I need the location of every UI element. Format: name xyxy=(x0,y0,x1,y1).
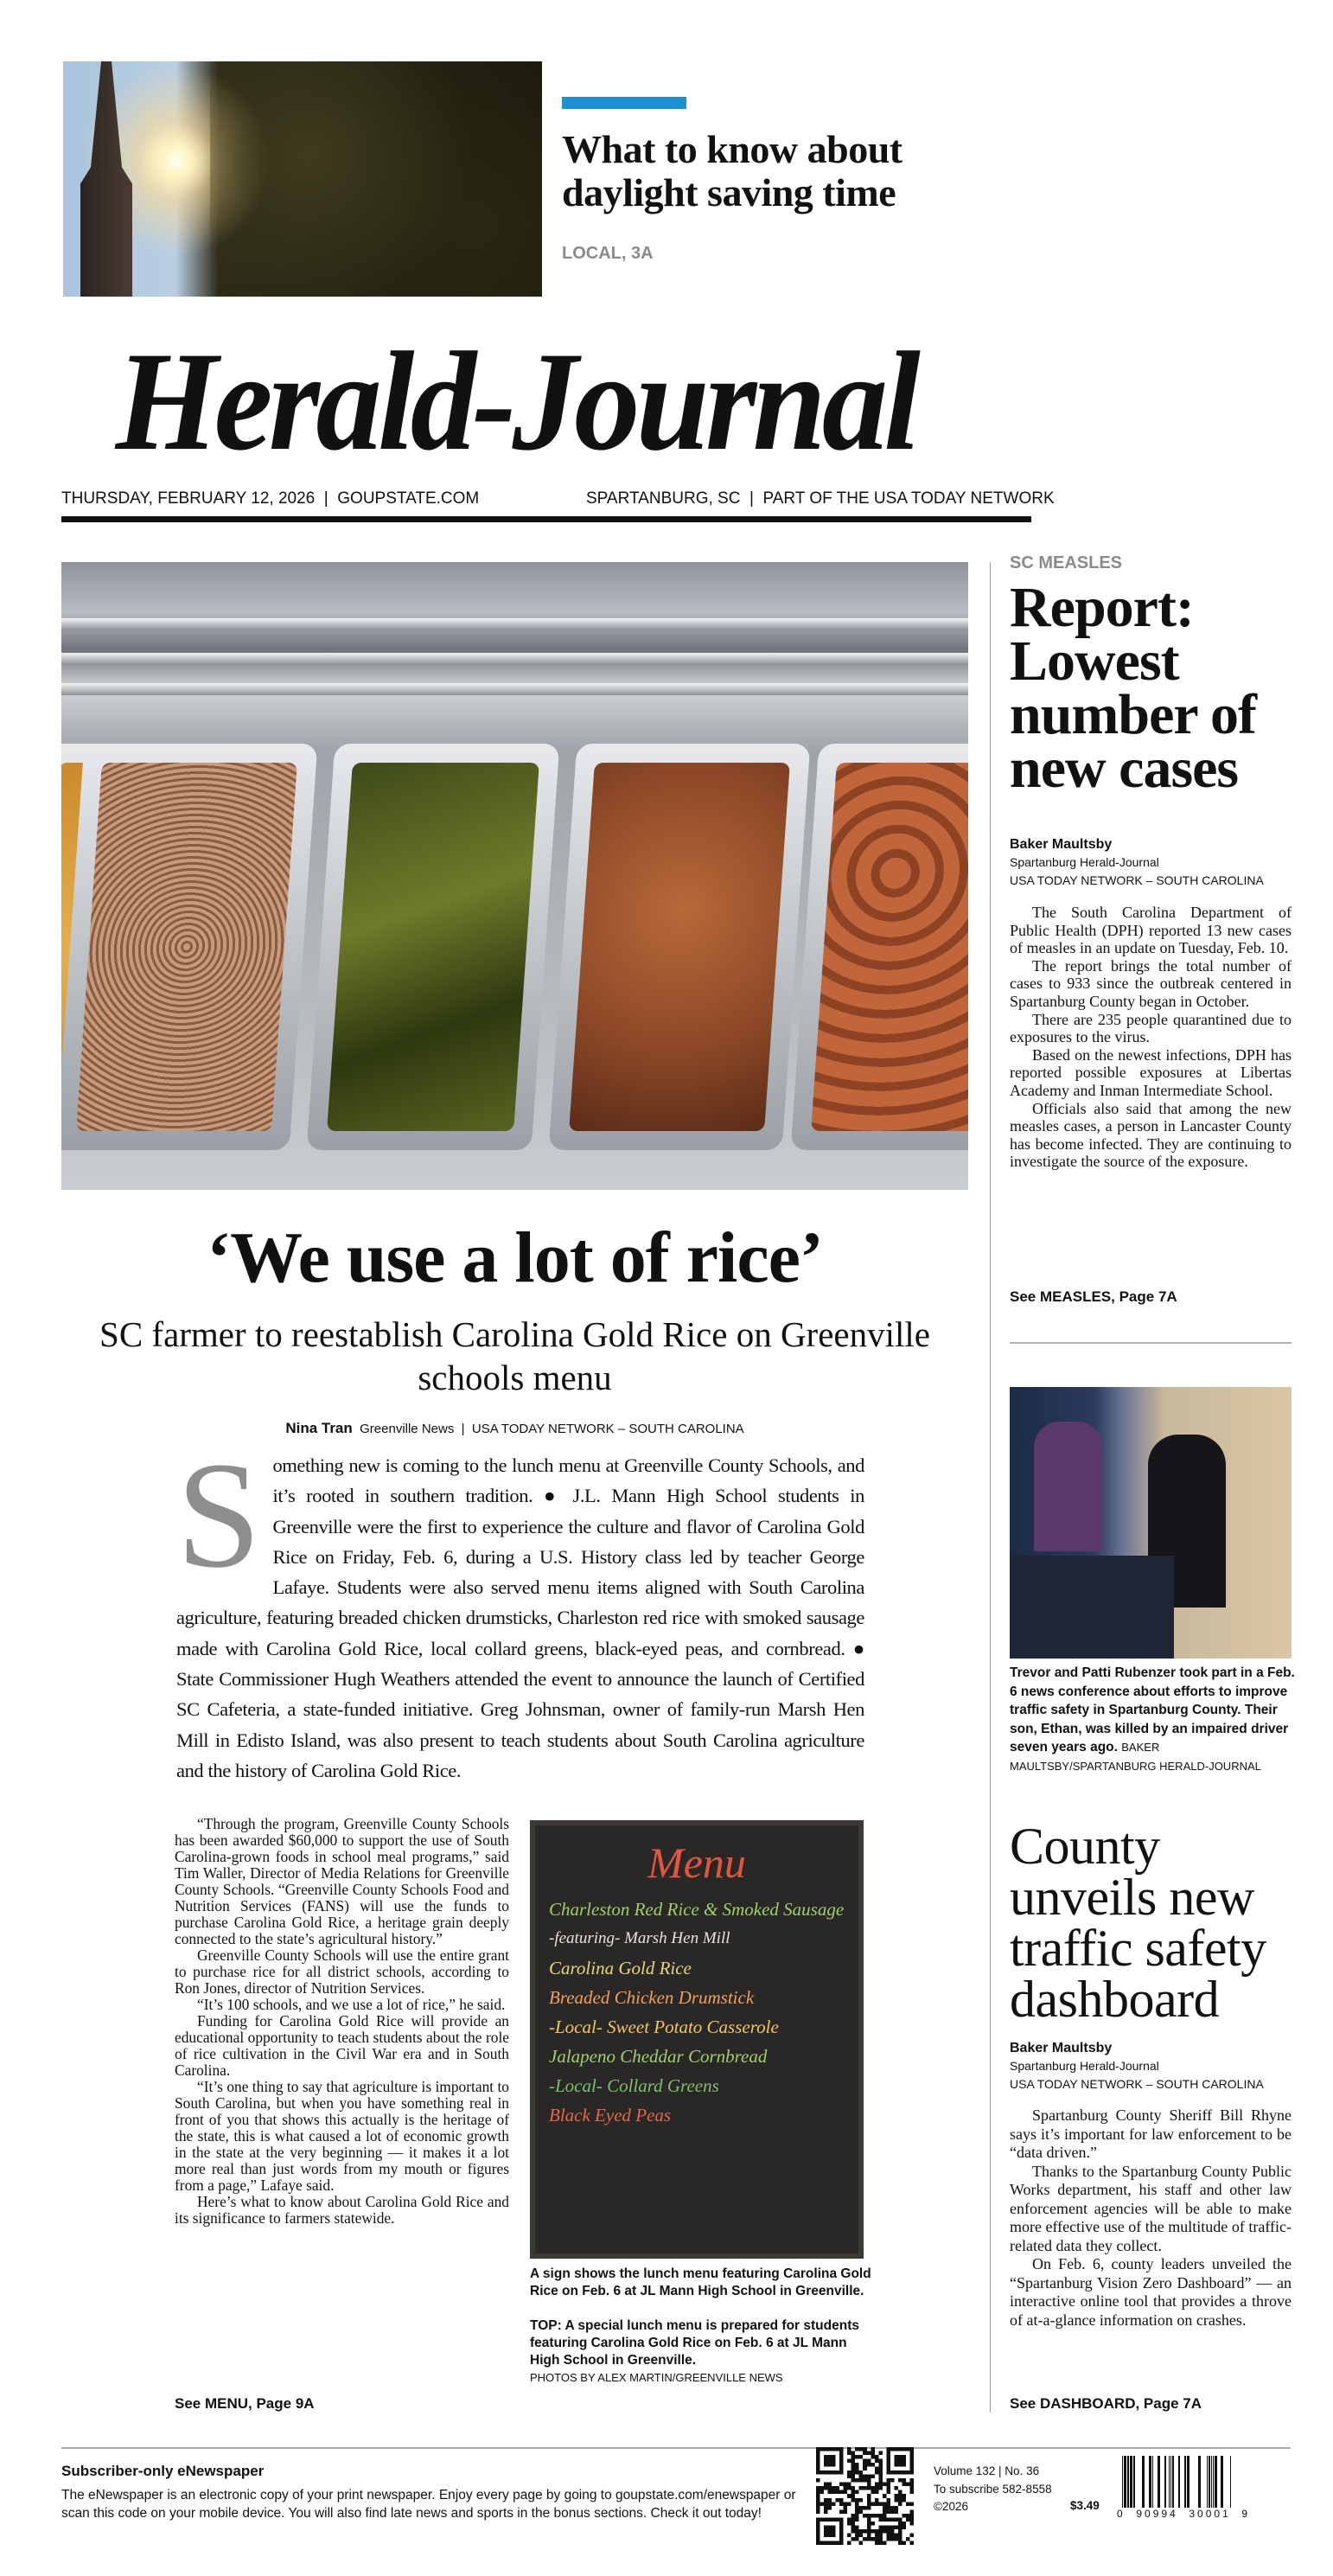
chicken-drumstick-tray xyxy=(791,744,968,1150)
measles-byline xyxy=(1010,835,1292,890)
enewspaper-title: Subscriber-only eNewspaper xyxy=(61,2463,265,2479)
drop-cap: S xyxy=(176,1431,261,1600)
byline-author: Nina Tran xyxy=(285,1420,353,1436)
body-paragraph: The report brings the total number of cases to 933 since the outbreak centered in Spartanburg County began in October. xyxy=(1010,956,1292,1010)
volume-number: Volume 132 | No. 36 xyxy=(934,2464,1040,2477)
body-paragraph: On Feb. 6, county leaders unveiled the “Spartanburg Vision Zero Dashboard” — an interactive online tool that provides a throve of at-a-glance information on crashes. xyxy=(1010,2255,1292,2329)
body-paragraph: “It’s 100 schools, and we use a lot of rice,” he said. xyxy=(197,1996,506,2013)
enewspaper-description: The eNewspaper is an electronic copy of your print newspaper. Enjoy every page by going to goupstate.com/enewspaper or scan this code on your mobile device. You will also find late news and sports in the bonus sections. Check it out today! xyxy=(61,2488,796,2521)
body-paragraph: Based on the newest infections, DPH has reported possible exposures at Libertas Academy and Inman Intermediate School. xyxy=(1010,1045,1292,1099)
traffic-body xyxy=(1010,2106,1292,2330)
masthead-divider xyxy=(61,516,1031,522)
podium xyxy=(1010,1556,1174,1659)
lunch-line-photo[interactable] xyxy=(61,562,968,1190)
menu-board-item: -featuring- Marsh Hen Mill xyxy=(549,1929,730,1947)
lead-text: omething new is coming to the lunch menu at Greenville County Schools, and it’s rooted in southern tradition. ● J.L. Mann High School students in Greenville were the first to experience the culture and flavor of Carolina Gold Rice on Friday, Feb. 6, during a U.S. History class led by teacher George Lafaye. Students were also served menu items aligned with South Carolina agriculture, featuring breaded chicken drumsticks, Charleston red rice with smoked sausage made with Carolina Gold Rice, local collard greens, black-eyed peas, and cornbread. ● State Commissioner Hugh Weathers attended the event to announce the launch of Certified SC Cafeteria, a state-funded initiative. Greg Johnsman, owner of family-run Marsh Hen Mill in Edisto Island, was also present to teach students about South Carolina agriculture and the history of Carolina Gold Rice. xyxy=(176,1454,864,1781)
sweet-potato-casserole-tray xyxy=(549,744,811,1150)
main-subhead: SC farmer to reestablish Carolina Gold Rice on Greenville schools menu xyxy=(99,1314,930,1397)
measles-body xyxy=(1010,904,1292,1171)
dashboard-jump-link[interactable]: See DASHBOARD, Page 7A xyxy=(1010,2395,1202,2412)
body-paragraph: “It’s one thing to say that agriculture is important to South Carolina, but when you have something real in front of you that shows this actually is the heritage of the state, this is what caused a lot of economic growth in the state at the very beginning — it makes it a lot more real than just words from my mouth or figures from a page,” Lafaye said. xyxy=(175,2078,509,2194)
body-paragraph: Spartanburg County Sheriff Bill Rhyne says it’s important for law enforcement to be “data driven.” xyxy=(1010,2106,1292,2161)
lead-paragraph xyxy=(176,1431,864,1786)
copyright: ©2026 xyxy=(934,2500,968,2513)
menu-board-item: -Local- Collard Greens xyxy=(549,2075,719,2096)
menu-board-item: Jalapeno Cheddar Cornbread xyxy=(549,2046,768,2067)
barcode-number: 0 90994 30001 9 xyxy=(1117,2508,1251,2520)
menu-board-title: Menu xyxy=(647,1838,746,1887)
menu-board-item: Carolina Gold Rice xyxy=(549,1958,692,1978)
collard-greens-tray xyxy=(307,744,560,1150)
photo-credit: BAKER MAULTSBY/SPARTANBURG HERALD-JOURNAL xyxy=(1010,1741,1261,1773)
teaser-accent-bar xyxy=(562,97,686,109)
traffic-headline[interactable]: County unveils new traffic safety dashboard xyxy=(1010,1818,1266,2028)
top-photo-caption: TOP: A special lunch menu is prepared for students featuring Carolina Gold Rice on Feb. 6 at JL Mann High School in Greenville. xyxy=(530,2318,859,2368)
masthead-logo: Herald-Journal xyxy=(115,323,917,480)
menu-board-item: Charleston Red Rice & Smoked Sausage xyxy=(549,1899,845,1920)
qr-code-icon[interactable] xyxy=(816,2447,914,2545)
man-speaking-figure xyxy=(1034,1422,1103,1551)
main-story-body xyxy=(175,1816,509,2227)
body-paragraph: Officials also said that among the new measles cases, a person in Lancaster County has become infected. They are continuing to investigate the source of the exposure. xyxy=(1010,1099,1292,1171)
daylight-saving-teaser-photo[interactable] xyxy=(63,61,542,297)
byline-network: USA TODAY NETWORK – SOUTH CAROLINA xyxy=(1010,873,1264,887)
column-divider xyxy=(990,562,991,2413)
traffic-byline xyxy=(1010,2039,1292,2093)
barcode-icon xyxy=(1122,2456,1240,2508)
menu-board-item: -Local- Sweet Potato Casserole xyxy=(549,2017,779,2037)
menu-board-item: Black Eyed Peas xyxy=(549,2105,672,2125)
teaser-page-ref[interactable]: LOCAL, 3A xyxy=(562,244,654,263)
menu-board-photo[interactable] xyxy=(530,1820,864,2259)
byline-author: Baker Maultsby xyxy=(1010,837,1113,852)
caption-text: Trevor and Patti Rubenzer took part in a Feb. 6 news conference about efforts to improve traffic safety in Spartanburg County. Their son, Ethan, was killed by an impaired driver seven years ago. xyxy=(1010,1665,1295,1755)
menu-board-item: Breaded Chicken Drumstick xyxy=(549,1987,755,2008)
traffic-photo-caption xyxy=(1010,1664,1295,1775)
measles-headline[interactable]: Report: Lowest number of new cases xyxy=(1010,576,1256,800)
body-paragraph: The South Carolina Department of Public Health (DPH) reported 13 new cases of measles in an update on Tuesday, Feb. 10. xyxy=(1010,904,1292,957)
news-conference-photo[interactable] xyxy=(1010,1387,1292,1659)
byline-outlet: Spartanburg Herald-Journal xyxy=(1010,855,1159,869)
black-eyed-peas-tray xyxy=(61,744,317,1150)
price: $3.49 xyxy=(1070,2499,1100,2512)
menu-photo-caption: A sign shows the lunch menu featuring Carolina Gold Rice on Feb. 6 at JL Mann High School in Greenville. xyxy=(530,2266,871,2298)
body-paragraph: “Through the program, Greenville County Schools has been awarded $60,000 to support the use of South Carolina-grown foods in school meal programs,” said Tim Waller, Director of Media Relations for Greenville County Schools. “Greenville County Schools Food and Nutrition Services (FANS) will use the funds to purchase Carolina Gold Rice, a heritage grain deeply connected to the state’s agricultural history.” xyxy=(175,1815,509,1947)
measles-jump-link[interactable]: See MEASLES, Page 7A xyxy=(1010,1288,1177,1305)
edition-info xyxy=(934,2463,1052,2516)
steam-table-rail xyxy=(61,618,968,630)
church-spire-image xyxy=(80,61,132,297)
measles-kicker[interactable]: SC MEASLES xyxy=(1010,553,1123,572)
body-paragraph: Thanks to the Spartanburg County Public Works department, his staff and other law enforcement agencies will be able to make more effective use of the multitude of traffic-related data they collect. xyxy=(1010,2162,1292,2254)
body-paragraph: Greenville County Schools will use the entire grant to purchase rice for all district schools, according to Ron Jones, director of Nutrition Services. xyxy=(175,1946,509,1997)
body-paragraph: There are 235 people quarantined due to exposures to the virus. xyxy=(1010,1010,1292,1046)
steam-table-rail xyxy=(61,653,968,665)
byline-outlet: Spartanburg Herald-Journal xyxy=(1010,2059,1159,2073)
photo-credit: PHOTOS BY ALEX MARTIN/GREENVILLE NEWS xyxy=(530,2371,783,2384)
section-divider xyxy=(1010,1342,1292,1344)
footer-divider xyxy=(61,2447,1291,2449)
body-paragraph: Funding for Carolina Gold Rice will provide an educational opportunity to teach students about the role of rice cultivation in the Civil War era and in South Carolina. xyxy=(175,2012,509,2079)
body-paragraph: Here’s what to know about Carolina Gold Rice and its significance to farmers statewide. xyxy=(175,2193,509,2227)
photo-caption xyxy=(530,2266,876,2387)
byline-author: Baker Maultsby xyxy=(1010,2041,1113,2055)
main-headline[interactable]: ‘We use a lot of rice’ xyxy=(207,1218,823,1298)
dateline-location-network: SPARTANBURG, SC | PART OF THE USA TODAY NETWORK xyxy=(586,489,1055,508)
byline-network: USA TODAY NETWORK – SOUTH CAROLINA xyxy=(1010,2077,1264,2091)
steam-table-rail xyxy=(61,683,968,695)
teaser-headline[interactable]: What to know about daylight saving time xyxy=(562,127,902,214)
menu-jump-link[interactable]: See MENU, Page 9A xyxy=(175,2395,315,2412)
dateline-date-site: THURSDAY, FEBRUARY 12, 2026 | GOUPSTATE.COM xyxy=(61,489,480,508)
byline-outlet: Greenville News | USA TODAY NETWORK – SOUTH CAROLINA xyxy=(360,1422,744,1436)
subscribe-phone: To subscribe 582-8558 xyxy=(934,2482,1052,2496)
tree-foliage-image xyxy=(210,61,542,297)
